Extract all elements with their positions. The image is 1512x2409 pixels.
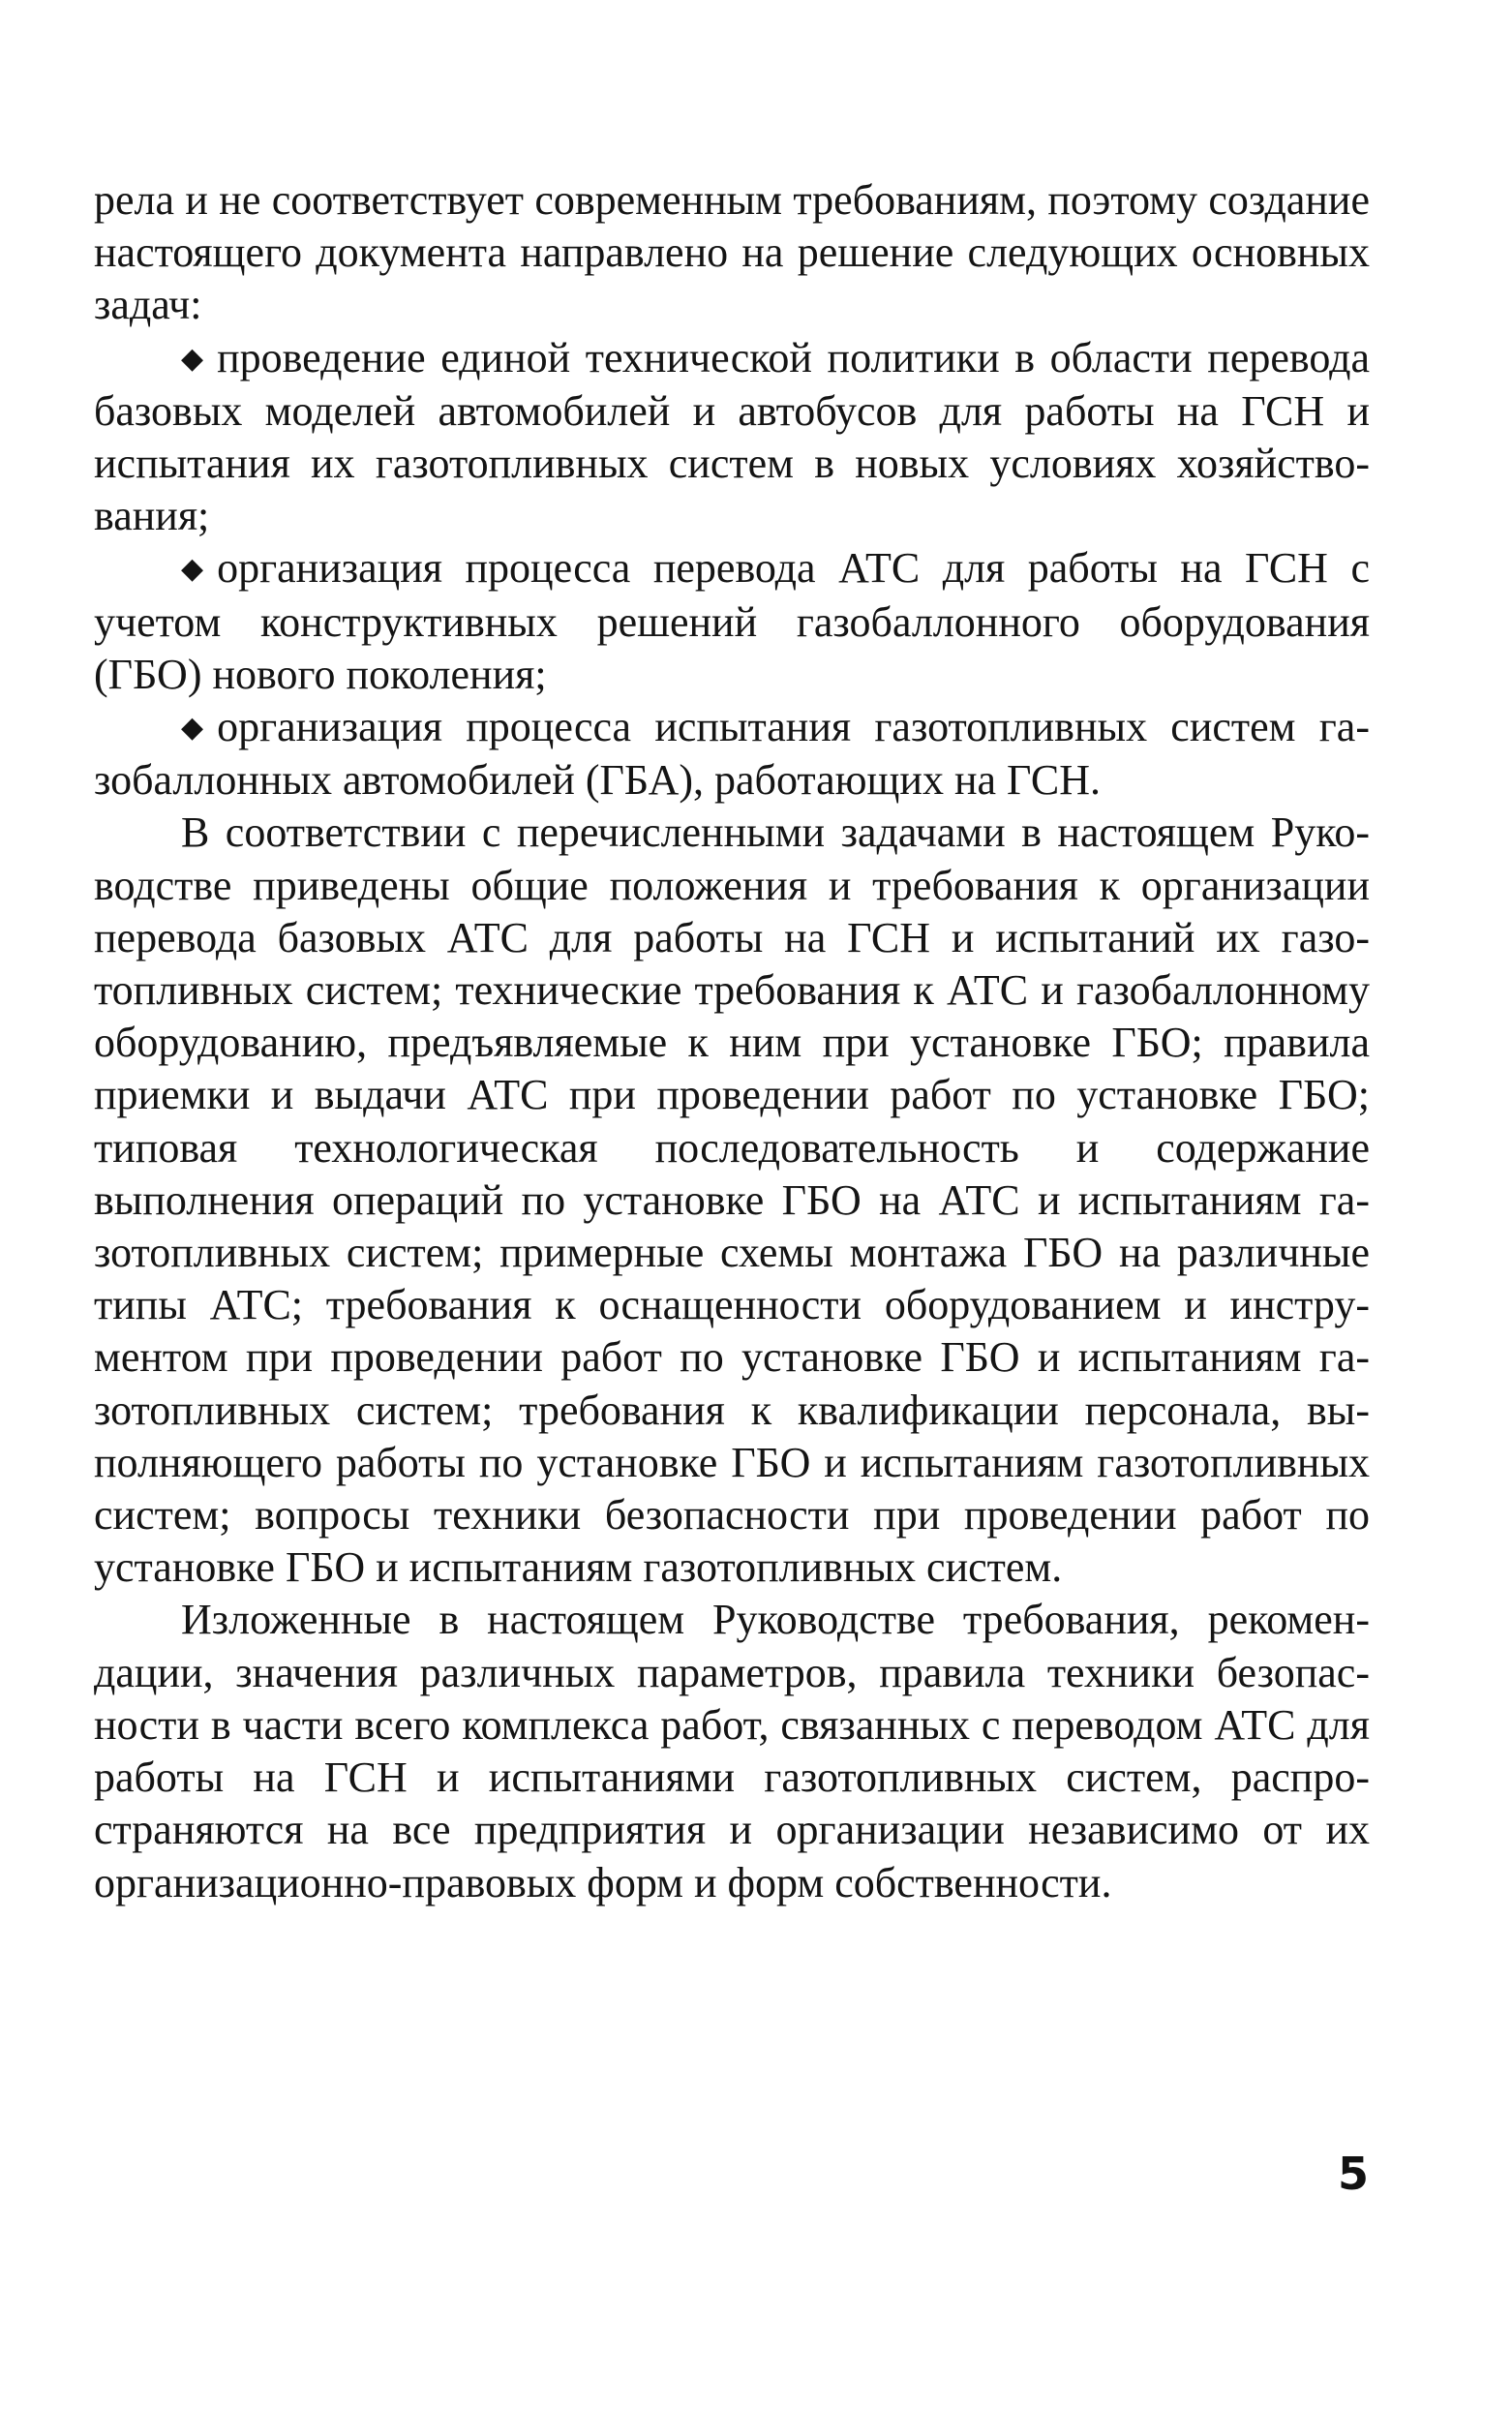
diamond-bullet-icon: ◆	[181, 341, 204, 376]
task-text-1: проведение единой технической политики в области перевода базовых моделей автомобилей и автобусов для работы на ГСН и испытания их газотопливных систем в новых условиях хозяйствования;	[94, 333, 1370, 540]
page-body	[94, 174, 1370, 2246]
text-block	[94, 174, 1370, 1909]
task-item-1	[94, 332, 1370, 543]
scope-paragraph: Изложенные в настоящем Руководстве требования, рекомендации, значения различных параметров, правила техники безопасности в части всего комплекса работ, связанных с переводом АТС для работы на ГСН и испытаниями газотопливных систем, распространяются на все предприятия и организации независимо от их организационно-правовых форм и форм собственности.	[94, 1596, 1370, 1906]
diamond-bullet-icon: ◆	[181, 552, 204, 587]
diamond-bullet-icon: ◆	[181, 711, 204, 746]
contents-paragraph: В соответствии с перечисленными задачами в настоящем Руководстве приведены общие положения и требования к организации перевода базовых АТС для работы на ГСН и испытаний их газотопливных систем; технические требования к АТС и газобаллонному оборудованию, предъявляемые к ним при установке ГБО; правила приемки и выдачи АТС при проведении работ по установке ГБО; типовая технологическая последовательность и содержание выполнения операций по установке ГБО на АТС и испытаниям газотопливных систем; примерные схемы монтажа ГБО на различные типы АТС; требования к оснащенности оборудованием и инструментом при проведении работ по установке ГБО и испытаниям газотопливных систем; требования к квалификации персонала, выполняющего работы по установке ГБО и испытаниям газотопливных систем; вопросы техники безопасности при проведении работ по установке ГБО и испытаниям газотопливных систем.	[94, 808, 1370, 1592]
task-text-2: организация процесса перевода АТС для работы на ГСН с учетом конструктивных решений газобаллонного оборудования (ГБО) нового поколения;	[94, 544, 1370, 698]
task-text-3: организация процесса испытания газотопливных систем газобаллонных автомобилей (ГБА), работающих на ГСН.	[94, 703, 1370, 805]
page-number: 5	[1337, 2148, 1369, 2200]
task-item-2	[94, 542, 1370, 701]
task-item-3	[94, 701, 1370, 807]
intro-paragraph: рела и не соответствует современным требованиям, поэтому создание настоящего документа направлено на решение следующих основных задач:	[94, 176, 1370, 329]
